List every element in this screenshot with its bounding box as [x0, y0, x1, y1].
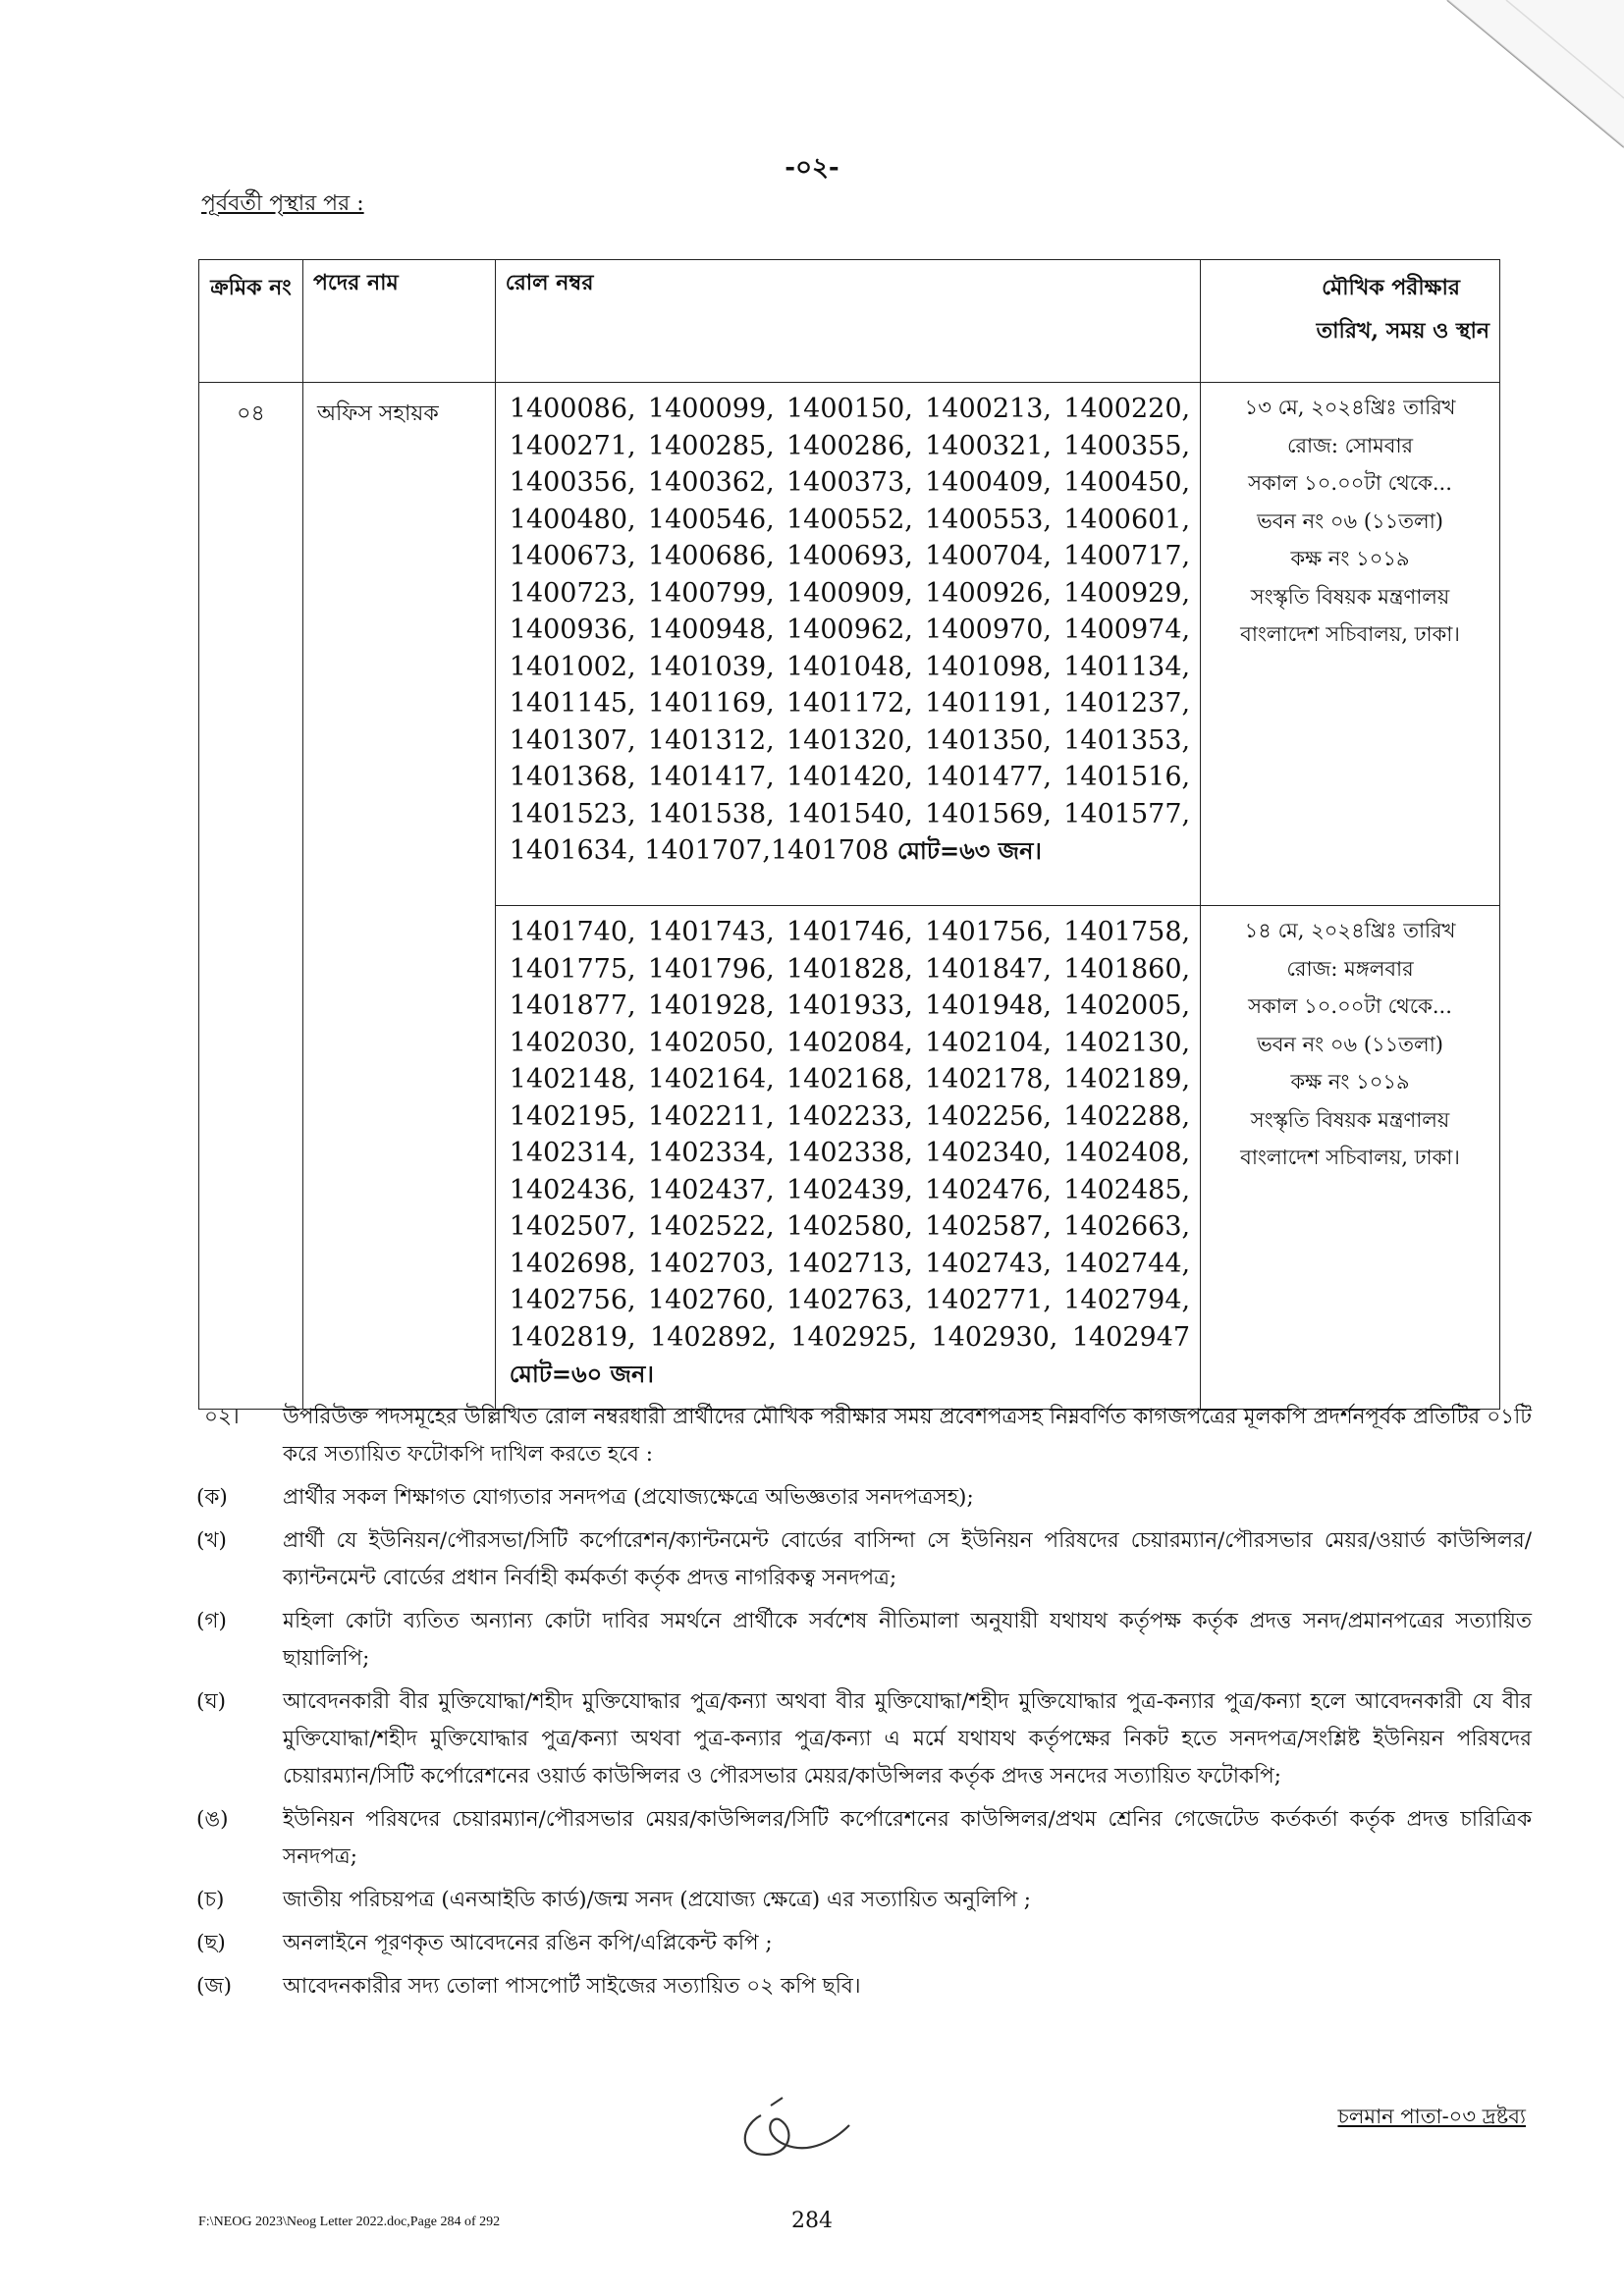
schedule-time: সকাল ১০.০০টা থেকে...: [1248, 994, 1452, 1018]
header-schedule-line2: তারিখ, সময় ও স্থান: [1316, 318, 1489, 344]
item-text: প্রার্থীর সকল শিক্ষাগত যোগ্যতার সনদপত্র (প্রযোজ্যক্ষেত্রে অভিজ্ঞতার সনদপত্রসহ);: [283, 1485, 974, 1510]
list-item: [196, 1522, 1532, 1597]
roll-total: মোট=৬৩ জন।: [896, 837, 1043, 865]
signature-scribble: [731, 2086, 859, 2164]
scan-corner-fold: [1388, 0, 1624, 167]
schedule-room: কক্ষ নং ১০১৯: [1290, 1070, 1410, 1094]
footer-page-number: 284: [791, 2209, 833, 2233]
schedule-place: বাংলাদেশ সচিবালয়, ঢাকা।: [1240, 1146, 1460, 1169]
requirements-intro: [196, 1399, 1532, 1473]
header-serial: ক্রমিক নং: [199, 260, 303, 383]
schedule-time: সকাল ১০.০০টা থেকে...: [1248, 471, 1452, 495]
schedule-day: রোজ: মঙ্গলবার: [1286, 956, 1414, 981]
schedule-group-2: [1201, 906, 1500, 1410]
item-label: (ঘ): [196, 1689, 227, 1714]
list-item: [196, 1683, 1532, 1795]
item-text: প্রার্থী যে ইউনিয়ন/পৌরসভা/সিটি কর্পোরেশন/ক্যান্টনমেন্ট বোর্ডের বাসিন্দা সে ইউনিয়ন পরিষদের চেয়ারম্যান/পৌরসভার মেয়র/ওয়ার্ড কাউন্সিলর/ক্যান্টনমেন্ট বোর্ডের প্রধান নির্বাহী কর্মকর্তা কর্তৃক প্রদত্ত নাগরিকত্ব সনদপত্র;: [283, 1528, 1532, 1590]
item-text: আবেদনকারীর সদ্য তোলা পাসপোর্ট সাইজের সত্যায়িত ০২ কপি ছবি।: [283, 1974, 861, 1999]
schedule-room: কক্ষ নং ১০১৯: [1290, 547, 1410, 570]
header-schedule-line1: মৌখিক পরীক্ষার: [1322, 275, 1460, 300]
roll-total: মোট=৬০ জন।: [509, 1361, 654, 1388]
roll-schedule-table: [198, 259, 1500, 1410]
roll-numbers: 1401740, 1401743, 1401746, 1401756, 1401758, 1401775, 1401796, 1401828, 1401847, 1401860, 1401877, 1401928, 1401933, 1401948, 1402005, 1402030, 1402050, 1402084, 1402104, 1402130, 1402148, 1402164, 1402168, 1402178, 1402189, 1402195, 1402211, 1402233, 1402256, 1402288, 1402314, 1402334, 1402338, 1402340, 1402408, 1402436, 1402437, 1402439, 1402476, 1402485, 1402507, 1402522, 1402580, 1402587, 1402663, 1402698, 1402703, 1402713, 1402743, 1402744, 1402756, 1402760, 1402763, 1402771, 1402794, 1402819, 1402892, 1402925, 1402930, 1402947: [509, 917, 1191, 1353]
list-item: [196, 1479, 1532, 1517]
schedule-place: বাংলাদেশ সচিবালয়, ঢাকা।: [1240, 622, 1460, 646]
schedule-ministry: সংস্কৃতি বিষয়ক মন্ত্রণালয়: [1250, 584, 1450, 609]
intro-text: উপরিউক্ত পদসমূহের উল্লিখিত রোল নম্বরধারী প্রার্থীদের মৌখিক পরীক্ষার সময় প্রবেশপত্রসহ নিম্নবর্ণিত কাগজপত্রের মূলকপি প্রদর্শনপূর্বক প্রতিটির ০১টি করে সত্যায়িত ফটোকপি দাখিল করতে হবে :: [283, 1405, 1532, 1467]
schedule-building: ভবন নং ০৬ (১১তলা): [1257, 508, 1443, 533]
header-post: পদের নাম: [302, 260, 495, 383]
page-number: -০২-: [785, 153, 839, 183]
header-schedule: [1201, 260, 1500, 383]
item-label: (ঙ): [196, 1807, 229, 1832]
item-text: মহিলা কোটা ব্যতিত অন্যান্য কোটা দাবির সমর্থনে প্রার্থীকে সর্বশেষ নীতিমালা অনুযায়ী যথাযথ কর্তৃপক্ষ কর্তৃক প্রদত্ত সনদ/প্রমানপত্রের সত্যায়িত ছায়ালিপি;: [283, 1609, 1532, 1671]
item-text: আবেদনকারী বীর মুক্তিযোদ্ধা/শহীদ মুক্তিযোদ্ধার পুত্র/কন্যা অথবা বীর মুক্তিযোদ্ধা/শহীদ মুক্তিযোদ্ধার পুত্র-কন্যার পুত্র/কন্যা হলে আবেদনকারী যে বীর মুক্তিযোদ্ধা/শহীদ মুক্তিযোদ্ধার পুত্র/কন্যা অথবা পুত্র-কন্যার পুত্র/কন্যা এ মর্মে যথাযথ কর্তৃপক্ষের নিকট হতে সনদপত্র/সংশ্লিষ্ট ইউনিয়ন পরিষদের চেয়ারম্যান/সিটি কর্পোরেশনের ওয়ার্ড কাউন্সিলর ও পৌরসভার মেয়র/কাউন্সিলর কর্তৃক প্রদত্ত সনদের সত্যায়িত ফটোকপি;: [283, 1689, 1532, 1789]
item-label: (গ): [196, 1609, 227, 1633]
item-label: (জ): [196, 1974, 233, 1999]
list-item: [196, 1925, 1532, 1962]
roll-numbers: 1400086, 1400099, 1400150, 1400213, 1400220, 1400271, 1400285, 1400286, 1400321, 1400355, 1400356, 1400362, 1400373, 1400409, 1400450, 1400480, 1400546, 1400552, 1400553, 1400601, 1400673, 1400686, 1400693, 1400704, 1400717, 1400723, 1400799, 1400909, 1400926, 1400929, 1400936, 1400948, 1400962, 1400970, 1400974, 1401002, 1401039, 1401048, 1401098, 1401134, 1401145, 1401169, 1401172, 1401191, 1401237, 1401307, 1401312, 1401320, 1401350, 1401353, 1401368, 1401417, 1401420, 1401477, 1401516, 1401523, 1401538, 1401540, 1401569, 1401577, 1401634, 1401707,1401708: [509, 394, 1191, 866]
item-text: ইউনিয়ন পরিষদের চেয়ারম্যান/পৌরসভার মেয়র/কাউন্সিলর/সিটি কর্পোরেশনের কাউন্সিলর/প্রথম শ্রেনির গেজেটেড কর্তকর্তা কর্তৃক প্রদত্ত চারিত্রিক সনদপত্র;: [283, 1807, 1532, 1869]
document-requirements: [196, 1399, 1532, 2011]
list-item: [196, 1801, 1532, 1876]
item-label: (চ): [196, 1888, 225, 1912]
serial-cell: ০৪: [199, 383, 303, 1410]
roll-list-group-1: [495, 383, 1200, 906]
list-item: [196, 1968, 1532, 2005]
header-roll: রোল নম্বর: [495, 260, 1200, 383]
list-item: [196, 1882, 1532, 1919]
item-label: (খ): [196, 1528, 227, 1553]
table-row: [199, 383, 1500, 906]
post-name-cell: অফিস সহায়ক: [302, 383, 495, 1410]
continued-from-label: পূর্ববর্তী পৃস্থার পর :: [201, 191, 364, 216]
schedule-date: ১৩ মে, ২০২৪খ্রিঃ তারিখ: [1244, 396, 1456, 419]
schedule-day: রোজ: সোমবার: [1286, 433, 1414, 457]
intro-label: ০২।: [204, 1405, 240, 1429]
roll-list-group-2: [495, 906, 1200, 1410]
continued-page-ref: চলমান পাতা-০৩ দ্রষ্টব্য: [1337, 2105, 1526, 2128]
footer-file-path: F:\NEOG 2023\Neog Letter 2022.doc,Page 284 of 292: [198, 2215, 501, 2229]
table-header-row: [199, 260, 1500, 383]
item-label: (ছ): [196, 1931, 226, 1955]
schedule-ministry: সংস্কৃতি বিষয়ক মন্ত্রণালয়: [1250, 1107, 1450, 1132]
item-text: জাতীয় পরিচয়পত্র (এনআইডি কার্ড)/জন্ম সনদ (প্রযোজ্য ক্ষেত্রে) এর সত্যায়িত অনুলিপি ;: [283, 1888, 1032, 1912]
schedule-group-1: [1201, 383, 1500, 906]
schedule-building: ভবন নং ০৬ (১১তলা): [1257, 1032, 1443, 1056]
list-item: [196, 1603, 1532, 1678]
schedule-date: ১৪ মে, ২০২৪খ্রিঃ তারিখ: [1244, 919, 1456, 942]
item-label: (ক): [196, 1485, 228, 1510]
item-text: অনলাইনে পূরণকৃত আবেদনের রঙিন কপি/এপ্লিকেন্ট কপি ;: [283, 1931, 773, 1955]
